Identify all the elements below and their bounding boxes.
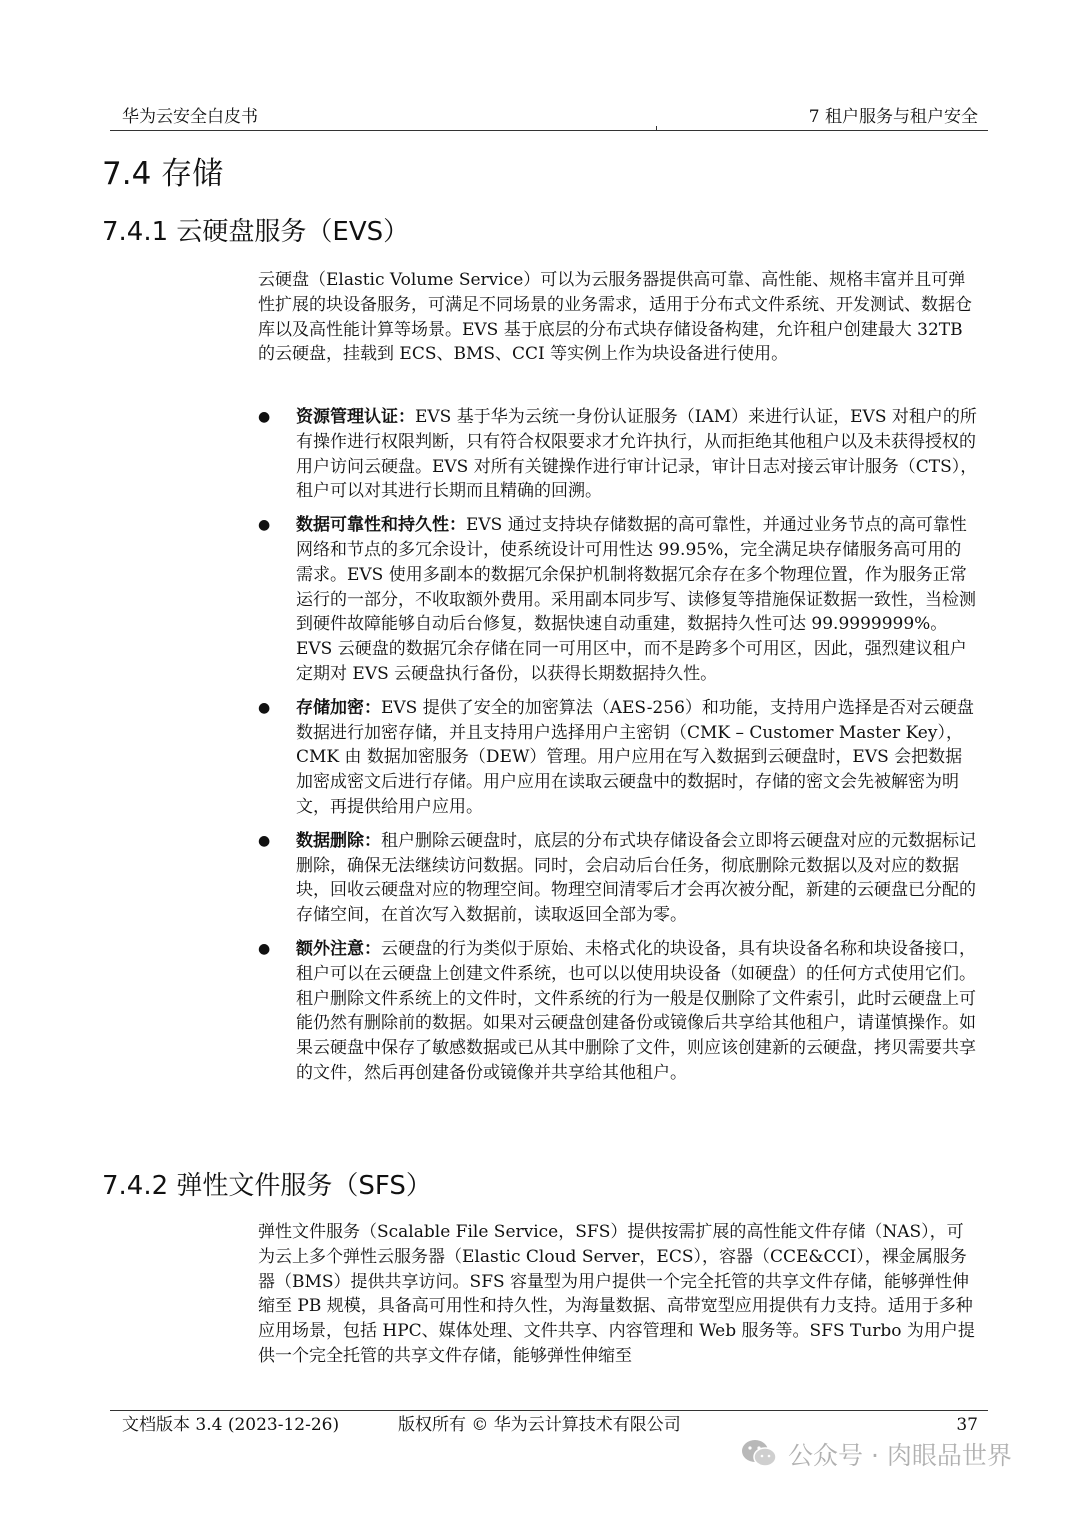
list-item: [258, 405, 978, 504]
bullet-label: 资源管理认证：: [296, 407, 415, 427]
bullet-text: EVS 通过支持块存储数据的高可靠性，并通过业务节点的高可靠性网络和节点的多冗余设计，使系统设计可用性达 99.95%，完全满足块存储服务高可用的需求。EVS 使用多副本的数据冗余保护机制将数据冗余存在多个物理位置，作为服务正常运行的一部分，不收取额外费用。采用副本同步写、读修复等措施保证数据一致性，当检测到硬件故障能够自动后台修复，数据快速自动重建，数据持久性可达 99.9999999%。EVS 云硬盘的数据冗余存储在同一可用区中，而不是跨多个可用区，因此，强烈建议租户定期对 EVS 云硬盘执行备份，以获得长期数据持久性。: [296, 515, 976, 684]
list-item: [258, 513, 978, 687]
wechat-icon: [740, 1438, 778, 1470]
evs-intro: 云硬盘（Elastic Volume Service）可以为云服务器提供高可靠、高性能、规格丰富并且可弹性扩展的块设备服务，可满足不同场景的业务需求，适用于分布式文件系统、开发测试、数据仓库以及高性能计算等场景。EVS 基于底层的分布式块存储设备构建，允许租户创建最大 32TB 的云硬盘，挂载到 ECS、BMS、CCI 等实例上作为块设备进行使用。: [258, 270, 972, 365]
bullet-text: 租户删除云硬盘时，底层的分布式块存储设备会立即将云硬盘对应的元数据标记删除，确保无法继续访问数据。同时，会启动后台任务，彻底删除元数据以及对应的数据块，回收云硬盘对应的物理空间。物理空间清零后才会再次被分配，新建的云硬盘已分配的存储空间，在首次写入数据前，读取返回全部为零。: [296, 830, 976, 926]
page-header: [110, 104, 988, 131]
bullet-label: 存储加密：: [296, 697, 381, 718]
bullet-dot-icon: ●: [258, 517, 271, 534]
list-item: [258, 696, 978, 820]
evs-bullet-list: [258, 405, 978, 1095]
bullet-text: EVS 提供了安全的加密算法（AES-256）和功能，支持用户选择是否对云硬盘数据进行加密存储，并且支持用户选择用户主密钥（CMK – Customer Master Key），CMK 由 数据加密服务（DEW）管理。用户应用在写入数据到云硬盘时，EVS 会把数据加密成密文后进行存储。用户应用在读取云硬盘中的数据时，存储的密文会先被解密为明文，再提供给用户应用。: [296, 697, 974, 817]
bullet-dot-icon: ●: [258, 832, 271, 849]
bullet-label: 数据删除：: [296, 830, 381, 851]
list-item: [258, 829, 978, 928]
watermark-text: 公众号 · 肉眼品世界: [788, 1441, 1012, 1470]
header-chapter-title: 7 租户服务与租户安全: [808, 107, 978, 127]
footer-copyright: 版权所有 © 华为云计算技术有限公司: [398, 1415, 681, 1435]
evs-heading: 7.4.1 云硬盘服务（EVS）: [102, 217, 410, 247]
bullet-dot-icon: ●: [258, 409, 271, 425]
bullet-dot-icon: ●: [258, 699, 271, 716]
watermark: [740, 1434, 1012, 1474]
bullet-label: 数据可靠性和持久性：: [296, 515, 466, 536]
bullet-text: 云硬盘的行为类似于原始、未格式化的块设备，具有块设备名称和块设备接口，租户可以在云硬盘上创建文件系统，也可以以使用块设备（如硬盘）的任何方式使用它们。租户删除文件系统上的文件时，文件系统的行为一般是仅删除了文件索引，此时云硬盘上可能仍然有删除前的数据。如果对云硬盘创建备份或镜像后共享给其他租户，请谨慎操作。如果云硬盘中保存了敏感数据或已从其中删除了文件，则应该创建新的云硬盘，拷贝需要共享的文件，然后再创建备份或镜像并共享给其他租户。: [296, 938, 976, 1083]
sfs-intro: 弹性文件服务（Scalable File Service，SFS）提供按需扩展的高性能文件存储（NAS），可为云上多个弹性云服务器（Elastic Cloud Server，ECS），容器（CCE&CCI），裸金属服务器（BMS）提供共享访问。SFS 容量型为用户提供一个完全托管的共享文件存储，能够弹性伸缩至 PB 规模，具备高可用性和持久性，为海量数据、高带宽型应用提供有力支持。适用于多种应用场景，包括 HPC、媒体处理、文件共享、内容管理和 Web 服务等。SFS Turbo 为用户提供一个完全托管的共享文件存储，能够弹性伸缩至: [258, 1222, 975, 1366]
footer-version: 文档版本 3.4 (2023-12-26): [122, 1415, 340, 1435]
bullet-dot-icon: ●: [258, 940, 271, 957]
section-title: 7.4 存储: [102, 156, 224, 192]
footer-page-number: 37: [956, 1415, 978, 1435]
bullet-label: 额外注意：: [296, 938, 381, 959]
header-divider-tick: [656, 126, 657, 131]
bullet-text: EVS 基于华为云统一身份认证服务（IAM）来进行认证，EVS 对租户的所有操作进行权限判断，只有符合权限要求才允许执行，从而拒绝其他租户以及未获得授权的用户访问云硬盘。EVS 对所有关键操作进行审计记录，审计日志对接云审计服务（CTS），租户可以对其进行长期而且精确的回溯。: [296, 407, 978, 502]
header-doc-title: 华为云安全白皮书: [122, 107, 258, 127]
sfs-heading: 7.4.2 弹性文件服务（SFS）: [102, 1171, 432, 1201]
list-item: [258, 937, 978, 1086]
